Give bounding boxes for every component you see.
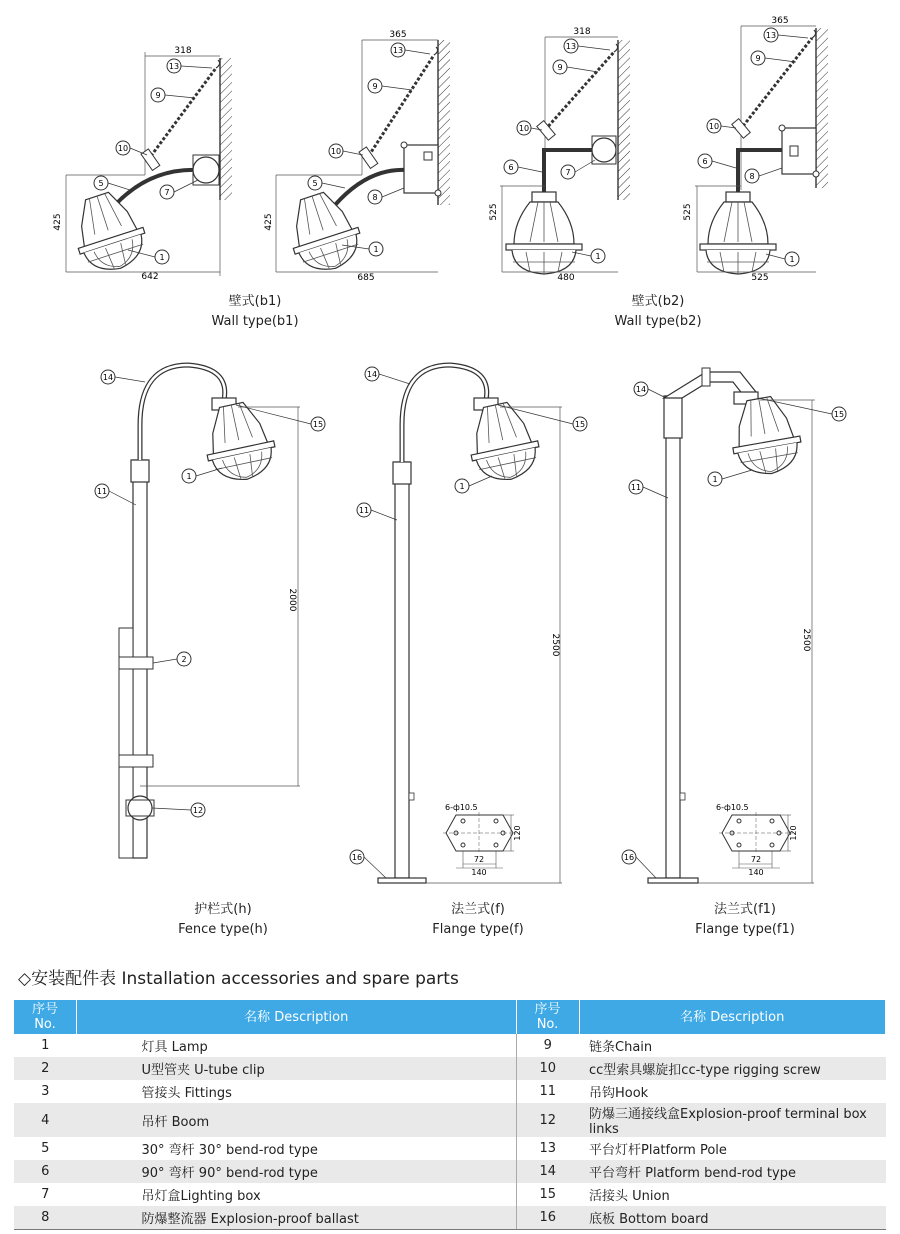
fence-type-h (95, 365, 325, 858)
svg-text:8: 8 (372, 193, 378, 202)
svg-text:15: 15 (574, 420, 586, 429)
row-no-left: 1 (41, 1038, 50, 1053)
row-no-right: 9 (543, 1038, 552, 1053)
wall-type-b2-left (489, 27, 630, 283)
row-desc-right: 平台灯杆Platform Pole (589, 1143, 727, 1158)
row-desc-left: U型管夹 U-tube clip (77, 1057, 517, 1080)
svg-text:2: 2 (181, 655, 187, 664)
callout-16 (622, 850, 656, 878)
header-desc-left: 名称 Description (77, 1000, 517, 1034)
callout-8 (368, 188, 404, 204)
flange-type-f (350, 365, 587, 883)
callout-1 (572, 249, 605, 263)
svg-text:6: 6 (508, 163, 514, 172)
dim-top: 318 (573, 27, 591, 37)
wall-type-b1-left (53, 46, 232, 282)
callout-1 (182, 468, 222, 483)
row-desc-left: 吊杆 Boom (77, 1103, 517, 1137)
caption-h (148, 900, 298, 940)
callout-10 (329, 144, 363, 158)
row-no-left: 6 (14, 1160, 77, 1183)
caption-f-cn: 法兰式(f) (451, 902, 505, 917)
svg-text:9: 9 (372, 82, 378, 91)
svg-text:16: 16 (623, 853, 635, 862)
svg-text:13: 13 (168, 62, 180, 71)
row-desc-left: 灯具 Lamp (77, 1034, 517, 1057)
row-desc-left: 防爆整流器 Explosion-proof ballast (77, 1206, 517, 1230)
svg-text:1: 1 (712, 475, 718, 484)
dim-height: 425 (264, 213, 274, 231)
callout-14 (634, 382, 666, 398)
table-header (14, 1000, 886, 1034)
table-row (14, 1080, 886, 1103)
callout-11 (391, 43, 430, 57)
plate-outer: 140 (748, 868, 764, 877)
svg-text:14: 14 (102, 373, 114, 382)
svg-text:1: 1 (459, 482, 465, 491)
caption-b2-cn: 壁式(b2) (631, 294, 685, 309)
row-desc-right: 防爆三通接线盒Explosion-proof terminal box links (579, 1103, 886, 1137)
svg-text:14: 14 (366, 370, 378, 379)
callout-1 (708, 470, 752, 486)
svg-text:1: 1 (373, 245, 379, 254)
callout-9 (151, 88, 195, 102)
svg-text:10: 10 (518, 124, 530, 133)
caption-h-cn: 护栏式(h) (194, 902, 252, 917)
callout-6 (504, 160, 542, 174)
callout-13 (629, 480, 668, 498)
callout-13 (357, 503, 397, 520)
caption-b1-en: Wall type(b1) (211, 314, 299, 329)
svg-text:1: 1 (595, 252, 601, 261)
caption-b2-en: Wall type(b2) (614, 314, 702, 329)
svg-text:13: 13 (565, 42, 577, 51)
plate-height: 120 (513, 825, 522, 841)
callout-9 (553, 60, 598, 74)
svg-text:12: 12 (192, 806, 204, 815)
row-desc-left: 吊灯盒Lighting box (77, 1183, 517, 1206)
header-desc-right: 名称 Description (579, 1000, 886, 1034)
caption-b2 (583, 292, 733, 332)
callout-14 (101, 370, 145, 384)
callout-12 (152, 803, 205, 817)
dim-height: 525 (489, 203, 499, 221)
callout-11 (167, 59, 212, 73)
svg-text:1: 1 (186, 472, 192, 481)
svg-text:10: 10 (330, 147, 342, 156)
dim-bottom: 525 (751, 273, 769, 283)
hole-label: 6-ф10.5 (716, 803, 749, 812)
row-desc-left: 30° 弯杆 30° bend-rod type (77, 1137, 517, 1160)
svg-text:14: 14 (635, 385, 647, 394)
callout-1 (455, 476, 492, 493)
callout-11 (564, 39, 610, 53)
dim-bottom: 480 (557, 273, 575, 283)
callout-2 (153, 652, 191, 666)
row-no-left: 5 (41, 1141, 50, 1156)
caption-f1-en: Flange type(f1) (695, 922, 795, 937)
header-no-left: 序号 No. (14, 1000, 77, 1034)
svg-text:7: 7 (565, 168, 571, 177)
row-no-left: 2 (14, 1057, 77, 1080)
svg-text:5: 5 (312, 179, 318, 188)
dim-bottom: 642 (141, 272, 159, 282)
plate-inner: 72 (750, 855, 762, 864)
svg-text:6: 6 (702, 157, 708, 166)
svg-text:13: 13 (392, 46, 404, 55)
plate-height: 120 (789, 825, 798, 841)
dim-height: 525 (683, 203, 693, 221)
flange-type-f1 (622, 368, 846, 883)
callout-14 (365, 367, 410, 384)
callout-7 (160, 180, 198, 199)
header-no-right: 序号 No. (516, 1000, 579, 1034)
wall-type-b2-right (683, 16, 828, 283)
svg-text:7: 7 (164, 188, 170, 197)
row-no-left: 4 (14, 1103, 77, 1137)
svg-text:10: 10 (117, 144, 129, 153)
row-no-left: 8 (14, 1206, 77, 1230)
row-no-right: 13 (539, 1141, 557, 1156)
callout-5 (308, 176, 345, 190)
svg-text:8: 8 (749, 172, 755, 181)
row-desc-right: 链条Chain (589, 1040, 653, 1055)
svg-text:9: 9 (557, 63, 563, 72)
svg-text:1: 1 (159, 253, 165, 262)
callout-9 (751, 51, 796, 65)
svg-text:15: 15 (833, 410, 845, 419)
svg-text:13: 13 (765, 31, 777, 40)
svg-text:11: 11 (358, 506, 370, 515)
caption-f-en: Flange type(f) (432, 922, 524, 937)
dim-height: 425 (53, 213, 63, 231)
dim-height: 2000 (287, 588, 297, 612)
section-title: ◇安装配件表 Installation accessories and spare parts (18, 969, 459, 989)
table-row (14, 1034, 886, 1057)
row-no-right: 12 (516, 1103, 579, 1137)
callout-10 (116, 141, 147, 155)
row-desc-right: 吊钩Hook (589, 1086, 649, 1101)
flange-plate (716, 803, 798, 877)
table-row (14, 1160, 886, 1183)
dim-top: 318 (174, 46, 192, 56)
row-no-right: 11 (539, 1084, 557, 1099)
row-desc-right: 平台弯杆 Platform bend-rod type (579, 1160, 886, 1183)
row-no-right: 15 (539, 1187, 557, 1202)
caption-h-en: Fence type(h) (178, 922, 268, 937)
svg-text:5: 5 (98, 179, 104, 188)
hole-label: 6-ф10.5 (445, 803, 478, 812)
row-no-right: 16 (516, 1206, 579, 1230)
dim-height: 2500 (801, 628, 811, 652)
row-no-right: 10 (516, 1057, 579, 1080)
callout-5 (94, 176, 130, 190)
dim-bottom: 685 (357, 273, 375, 283)
svg-text:15: 15 (312, 420, 324, 429)
callout-10 (707, 119, 736, 133)
flange-plate (443, 803, 522, 877)
plate-inner: 72 (473, 855, 485, 864)
caption-f (403, 900, 553, 940)
row-desc-left: 90° 弯杆 90° bend-rod type (77, 1160, 517, 1183)
table-row (14, 1137, 886, 1160)
dim-height: 2500 (550, 633, 560, 657)
row-no-right: 14 (516, 1160, 579, 1183)
callout-1 (766, 252, 799, 266)
caption-f1 (670, 900, 820, 940)
svg-text:1: 1 (789, 255, 795, 264)
table-row (14, 1103, 886, 1137)
row-desc-right: 底板 Bottom board (579, 1206, 886, 1230)
svg-text:16: 16 (351, 853, 363, 862)
callout-6 (698, 154, 736, 168)
row-no-left: 7 (41, 1187, 50, 1202)
dim-top: 365 (389, 30, 407, 40)
callout-9 (368, 79, 412, 93)
callout-8 (745, 168, 782, 183)
callout-11 (764, 28, 808, 42)
svg-text:9: 9 (755, 54, 761, 63)
svg-text:9: 9 (155, 91, 161, 100)
table-row (14, 1183, 886, 1206)
caption-b1-cn: 壁式(b1) (228, 294, 282, 309)
callout-16 (350, 850, 386, 878)
svg-text:11: 11 (630, 483, 642, 492)
parts-table (14, 1000, 886, 1230)
table-row (14, 1057, 886, 1080)
caption-b1 (180, 292, 330, 332)
callout-7 (561, 160, 595, 179)
row-desc-right: cc型索具螺旋扣cc-type rigging screw (579, 1057, 886, 1080)
caption-f1-cn: 法兰式(f1) (714, 902, 776, 917)
svg-text:11: 11 (96, 487, 108, 496)
wall-type-b1-right (264, 30, 450, 283)
callout-13 (95, 484, 136, 505)
plate-outer: 140 (471, 868, 487, 877)
row-no-left: 3 (41, 1084, 50, 1099)
row-desc-right: 活接头 Union (589, 1189, 670, 1204)
svg-text:10: 10 (708, 122, 720, 131)
dim-top: 365 (771, 16, 789, 26)
row-desc-left: 管接头 Fittings (77, 1080, 517, 1103)
table-row (14, 1206, 886, 1230)
